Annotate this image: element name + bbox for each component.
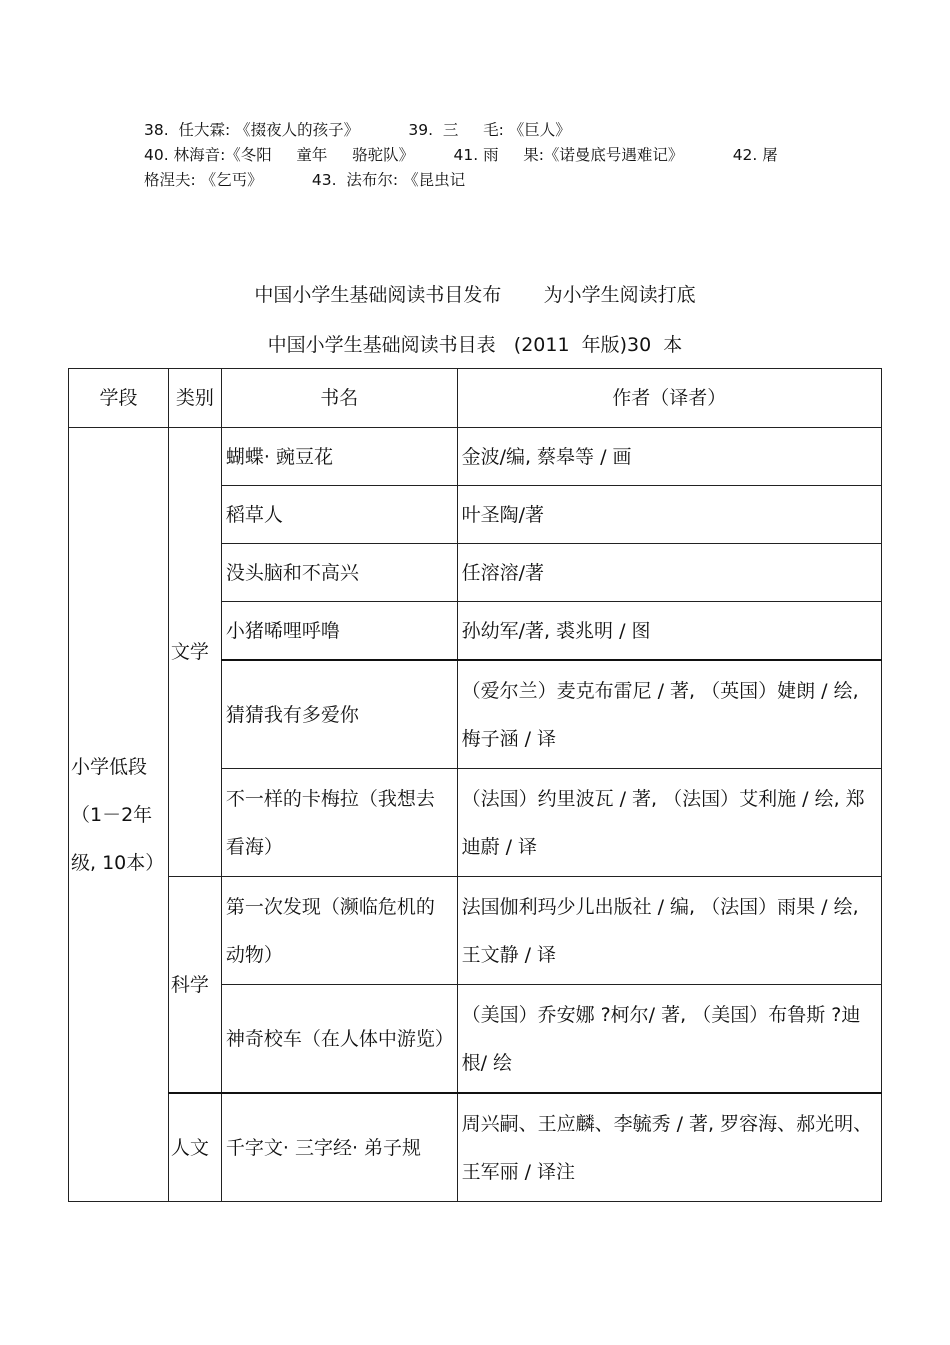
book-title: 没头脑和不高兴 [221, 544, 457, 602]
header-category: 类别 [168, 369, 221, 428]
book-author: （爱尔兰）麦克布雷尼 / 著, （英国）婕朗 / 绘, 梅子涵 / 译 [457, 660, 881, 769]
header-title: 书名 [221, 369, 457, 428]
book-author: 孙幼军/著, 裘兆明 / 图 [457, 602, 881, 661]
book-title: 不一样的卡梅拉（我想去看海） [221, 769, 457, 877]
table-row [69, 877, 882, 985]
book-author: 周兴嗣、王应麟、李毓秀 / 著, 罗容海、郝光明、王军丽 / 译注 [457, 1093, 881, 1202]
category-cell: 科学 [168, 877, 221, 1094]
book-author: 叶圣陶/著 [457, 486, 881, 544]
announcement-title: 中国小学生基础阅读书目发布 为小学生阅读打底 [254, 284, 696, 306]
book-title: 千字文· 三字经· 弟子规 [221, 1093, 457, 1202]
reading-list-table [68, 368, 882, 1202]
book-author: 法国伽利玛少儿出版社 / 编, （法国）雨果 / 绘, 王文静 / 译 [457, 877, 881, 985]
table-row [69, 1093, 882, 1202]
book-title: 稻草人 [221, 486, 457, 544]
book-title: 蝴蝶· 豌豆花 [221, 428, 457, 486]
header-stage: 学段 [69, 369, 169, 428]
category-cell: 文学 [168, 428, 221, 877]
header-author: 作者（译者） [457, 369, 881, 428]
book-author: 金波/编, 蔡皋等 / 画 [457, 428, 881, 486]
intro-line: 38. 任大霖: 《掇夜人的孩子》 39. 三 毛: 《巨人》 [144, 121, 571, 139]
book-author: 任溶溶/著 [457, 544, 881, 602]
stage-cell: 小学低段（1－2年级, 10本） [69, 428, 169, 1202]
category-cell: 人文 [168, 1093, 221, 1202]
intro-line: 格涅夫: 《乞丐》 43. 法布尔: 《昆虫记 [144, 171, 466, 189]
intro-line: 40. 林海音:《冬阳 童年 骆驼队》 41. 雨 果:《诺曼底号遇难记》 42. 屠 [144, 146, 778, 164]
table-title: 中国小学生基础阅读书目表 (2011 年版)30 本 [267, 334, 683, 356]
book-author: （法国）约里波瓦 / 著, （法国）艾利施 / 绘, 郑迪蔚 / 译 [457, 769, 881, 877]
book-title: 第一次发现（濒临危机的动物） [221, 877, 457, 985]
book-title: 小猪唏哩呼噜 [221, 602, 457, 661]
book-title: 神奇校车（在人体中游览） [221, 985, 457, 1094]
table-row [69, 428, 882, 486]
intro-list [144, 118, 844, 193]
book-title: 猜猜我有多爱你 [221, 660, 457, 769]
book-author: （美国）乔安娜 ?柯尔/ 著, （美国）布鲁斯 ?迪根/ 绘 [457, 985, 881, 1094]
table-header-row [69, 369, 882, 428]
